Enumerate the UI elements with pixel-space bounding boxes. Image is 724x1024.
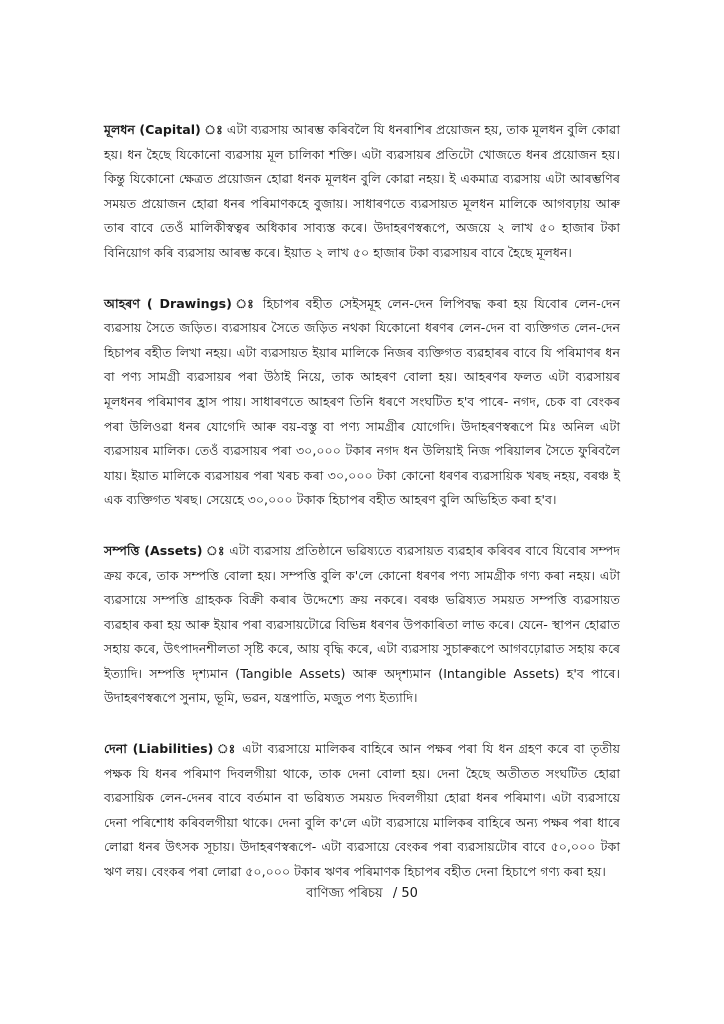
paragraph-assets [104, 539, 620, 711]
text-liabilities: এটা ব্যৱসায়ে মালিকৰ বাহিৰে আন পক্ষৰ পৰা যি ধন গ্ৰহণ কৰে বা তৃতীয় পক্ষক যি ধনৰ পৰিমাণ দিবলগীয়া থাকে, তাক দেনা বোলা হয়। দেনা হৈছে অতীতত সংঘটিত হোৱা ব্যৱসায়িক লেন-দেনৰ বাবে বৰ্তমান বা ভৱিষ্যত সময়ত দিবলগীয়া হোৱা ধনৰ পৰিমাণ। এটা ব্যৱসায়ে দেনা পৰিশোধ কৰিবলগীয়া থাকে। দেনা বুলি ক'লে এটা ব্যৱসায়ে মালিকৰ বাহিৰে অন্য পক্ষৰ পৰা ধাৰে লোৱা ধনৰ উৎসক সূচায়। উদাহৰণস্বৰূপে- এটা ব্যৱসায়ে বেংকৰ পৰা ব্যৱসায়টোৰ বাবে ৫০,০০০ টকা ঋণ লয়। বেংকৰ পৰা লোৱা ৫০,০০০ টকাৰ ঋণৰ পৰিমাণক হিচাপৰ বহীত দেনা হিচাপে গণ্য কৰা হয়। [104, 741, 620, 880]
text-drawings: হিচাপৰ বহীত সেইসমূহ লেন-দেন লিপিবদ্ধ কৰা হয় যিবোৰ লেন-দেন ব্যৱসায় সৈতে জড়িত। ব্যৱসায়ৰ সৈতে জড়িত নথকা যিকোনো ধৰণৰ লেন-দেন বা ব্যক্তিগত লেন-দেন হিচাপৰ বহীত লিখা নহয়। এটা ব্যৱসায়ত ইয়াৰ মালিকে নিজৰ ব্যক্তিগত ব্যৱহাৰৰ বাবে যি পৰিমাণৰ ধন বা পণ্য সামগ্ৰী ব্যৱসায়ৰ পৰা উঠাই নিয়ে, তাক আহৰণ বোলা হয়। আহৰণৰ ফলত এটা ব্যৱসায়ৰ মূলধনৰ পৰিমাণৰ হ্ৰাস পায়। সাধাৰণতে আহৰণ তিনি ধৰণে সংঘটিত হ'ব পাৰে- নগদ, চেক বা বেংকৰ পৰা উলিওৱা ধনৰ যোগেদি আৰু বয়-বস্তু বা পণ্য সামগ্ৰীৰ যোগেদি। উদাহৰণস্বৰূপে মিঃ অনিল এটা ব্যৱসায়ৰ মালিক। তেওঁ ব্যৱসায়ৰ পৰা ৩০,০০০ টকাৰ নগদ ধন উলিয়াই নিজ পৰিয়ালৰ সৈতে ফুৰিবলৈ যায়। ইয়াত মালিকে ব্যৱসায়ৰ পৰা খৰচ কৰা ৩০,০০০ টকা কোনো ধৰণৰ ব্যৱসায়িক খৰছ নহয়, বৰঞ্চ ই এক ব্যক্তিগত খৰছ। সেয়েহে ৩০,০০০ টকাক হিচাপৰ বহীত আহৰণ বুলি অভিহিত কৰা হ'ব। [104, 295, 620, 508]
footer-book-title: বাণিজ্য পৰিচয় [306, 886, 383, 901]
text-capital: এটা ব্যৱসায় আৰম্ভ কৰিবলৈ যি ধনৰাশিৰ প্ৰয়োজন হয়, তাক মূলধন বুলি কোৱা হয়। ধন হৈছে যিকোনো ব্যৱসায় মূল চালিকা শক্তি। এটা ব্যৱসায়ৰ প্ৰতিটো খোজতে ধনৰ প্ৰয়োজন হয়। কিন্তু যিকোনো ক্ষেত্ৰত প্ৰয়োজন হোৱা ধনক মূলধন বুলি কোৱা নহয়। ই একমাত্ৰ ব্যৱসায় এটা আৰম্ভণিৰ সময়ত প্ৰয়োজন হোৱা ধনৰ পৰিমাণকহে বুজায়। সাধাৰণতে ব্যৱসায়ত মূলধন মালিকে আগবঢ়ায় আৰু তাৰ বাবে তেওঁ মালিকীস্বত্বৰ অধিকাৰ সাব্যস্ত কৰে। উদাহৰণস্বৰূপে, অজয়ে ২ লাখ ৫০ হাজাৰ টকা বিনিয়োগ কৰি ব্যৱসায় আৰম্ভ কৰে। ইয়াত ২ লাখ ৫০ হাজাৰ টকা ব্যৱসায়ৰ বাবে হৈছে মূলধন। [104, 122, 621, 260]
page-number: 50 [401, 886, 418, 901]
term-drawings: আহৰণ ( Drawings) ঃ [104, 295, 257, 311]
paragraph-capital [104, 118, 620, 266]
term-capital: মূলধন (Capital) ঃ [104, 122, 223, 137]
footer-separator: / [392, 886, 398, 901]
term-assets: সম্পত্তি (Assets) ঃ [104, 542, 225, 558]
paragraph-drawings [104, 292, 620, 513]
text-assets: এটা ব্যৱসায় প্ৰতিষ্ঠানে ভৱিষ্যতে ব্যৱসায়ত ব্যৱহাৰ কৰিবৰ বাবে যিবোৰ সম্পদ ক্ৰয় কৰে, তাক সম্পত্তি বোলা হয়। সম্পত্তি বুলি ক'লে কোনো ধৰণৰ পণ্য সামগ্ৰীক গণ্য কৰা নহয়। এটা ব্যৱসায়ে সম্পত্তি গ্ৰাহকক বিক্ৰী কৰাৰ উদ্দেশ্যে ক্ৰয় নকৰে। বৰঞ্চ ভৱিষ্যত সময়ত সম্পত্তি ব্যৱসায়ত ব্যৱহাৰ কৰা হয় আৰু ইয়াৰ পৰা ব্যৱসায়টোৱে বিভিন্ন ধৰণৰ উপকাৰিতা লাভ কৰে। যেনে- স্থাপন হোৱাত সহায় কৰে, উৎপাদনশীলতা সৃষ্টি কৰে, আয় বৃদ্ধি কৰে, এটা ব্যৱসায় সুচাৰুৰূপে আগবঢ়োৱাত সহায় কৰে ইত্যাদি। সম্পত্তি দৃশ্যমান (Tangible Assets) আৰু অদৃশ্যমান (Intangible Assets) হ'ব পাৰে। উদাহৰণস্বৰূপে সুনাম, ভূমি, ভৱন, যন্ত্ৰপাতি, মজুত পণ্য ইত্যাদি। [104, 542, 620, 706]
page-body [104, 118, 620, 911]
paragraph-liabilities [104, 737, 620, 885]
page-footer [0, 884, 724, 905]
term-liabilities: দেনা (Liabilities) ঃ [104, 741, 237, 757]
